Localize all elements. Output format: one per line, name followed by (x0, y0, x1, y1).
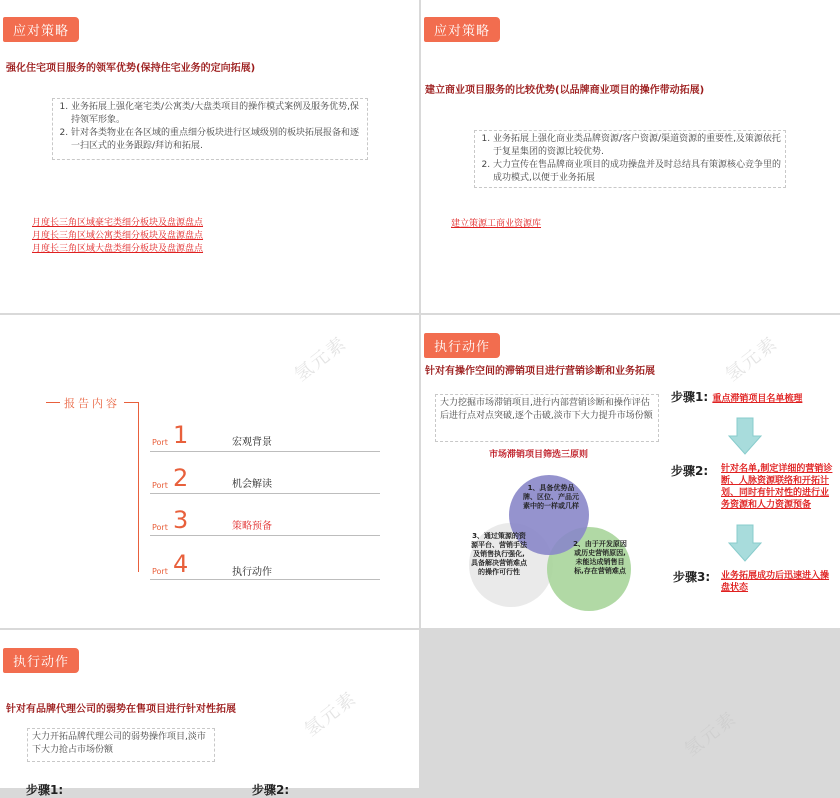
venn-text-1: 1、具备优势品牌、区位、产品元素中的一样或几样 (523, 484, 579, 510)
step-1-text[interactable]: 重点滞销项目名单梳理 (712, 394, 803, 404)
down-arrow-icon (729, 418, 761, 454)
slide-strategy-commercial (421, 0, 840, 313)
link-large-inventory[interactable]: 月度长三角区域大盘类细分板块及盘源盘点 (32, 244, 204, 254)
port-label: Port (152, 481, 168, 490)
slide-heading: 强化住宅项目服务的领军优势(保持住宅业务的定向拓展) (6, 63, 256, 74)
agenda-title: 报告内容 (64, 397, 120, 410)
slide-action-stagnant (421, 315, 840, 628)
agenda-divider (150, 535, 380, 536)
section-tag: 应对策略 (424, 17, 500, 42)
agenda-item-2[interactable]: 机会解读 (232, 479, 272, 490)
step-3-label: 步骤3: (673, 570, 711, 584)
port-number: 2 (173, 464, 189, 492)
agenda-item-4[interactable]: 执行动作 (232, 567, 272, 578)
slide-agenda (0, 315, 419, 628)
slide-heading: 针对有操作空间的滞销项目进行营销诊断和业务拓展 (425, 366, 655, 377)
intro-box: 大力开拓品牌代理公司的弱势操作项目,淡市下大力抢占市场份额 (27, 728, 215, 762)
port-number: 1 (173, 421, 189, 449)
agenda-rule-right (124, 402, 138, 403)
watermark: 氢元素 (300, 687, 362, 741)
section-tag: 执行动作 (424, 333, 500, 358)
link-apartment-inventory[interactable]: 月度长三角区域公寓类细分板块及盘源盘点 (32, 231, 204, 241)
agenda-divider (150, 451, 380, 452)
link-luxury-inventory[interactable]: 月度长三角区域豪宅类细分板块及盘源盘点 (32, 218, 204, 228)
port-label: Port (152, 523, 168, 532)
section-tag: 执行动作 (3, 648, 79, 673)
section-tag: 应对策略 (3, 17, 79, 42)
agenda-item-1[interactable]: 宏观背景 (232, 437, 272, 448)
venn-title: 市场滞销项目筛选三原则 (489, 450, 589, 460)
venn-text-3: 3、通过策源的资源平台、营销手法及销售执行强化,具备解决营销难点的操作可行性 (471, 532, 527, 576)
step-1-label: 步骤1: (26, 783, 64, 797)
slide-strategy-residential (0, 0, 419, 313)
point-item: 2. 大力宣传在售品牌商业项目的成功操盘并及时总结具有策源核心竞争里的成功模式,以便于业务拓展 (493, 159, 781, 185)
down-arrow-icon (729, 525, 761, 561)
agenda-divider (150, 579, 380, 580)
point-item: 1. 业务拓展上强化毫宅类/公寓类/大盘类项目的操作模式案例及服务优势,保持领军形象。 (71, 101, 363, 127)
watermark: 氢元素 (680, 707, 742, 761)
port-label: Port (152, 567, 168, 576)
points-box (52, 98, 368, 160)
agenda-vertical-line (138, 402, 139, 572)
step-1-label: 步骤1: (671, 390, 709, 404)
agenda-rule-left (46, 402, 60, 403)
point-item: 2. 针对各类物业在各区域的重点细分板块进行区域级别的板块拓展报备和逐一扫区式的业务跟踪/拜访和拓展. (71, 127, 363, 153)
slide-heading: 建立商业项目服务的比较优势(以品牌商业项目的操作带动拓展) (425, 85, 705, 96)
point-item: 1. 业务拓展上强化商业类品牌资源/客户资源/渠道资源的重要性,及策源依托于复星集团的资源比较优势. (493, 133, 781, 159)
intro-box: 大力挖掘市场滞销项目,进行内部营销诊断和操作评估后进行点对点突破,逐个击破,淡市下大力提升市场份额 (435, 394, 659, 442)
slide-heading: 针对有品牌代理公司的弱势在售项目进行针对性拓展 (6, 704, 236, 715)
step-1 (671, 388, 802, 405)
agenda-divider (150, 493, 380, 494)
link-resource-library[interactable]: 建立策源工商业资源库 (451, 219, 542, 229)
points-box (474, 130, 786, 188)
port-number: 4 (173, 550, 189, 578)
step-2-label: 步骤2: (671, 464, 709, 478)
port-number: 3 (173, 506, 189, 534)
port-label: Port (152, 438, 168, 447)
watermark: 氢元素 (721, 332, 783, 386)
venn-text-2: 2、由于开发原因或历史营销原因,未能达成销售目标,存在营销难点 (573, 540, 627, 575)
slide-action-brand-agency (0, 630, 419, 797)
watermark: 氢元素 (290, 332, 352, 386)
step-3-text[interactable]: 业务拓展成功后迅速进入操盘状态 (721, 571, 830, 593)
step-2-label: 步骤2: (252, 783, 290, 797)
agenda-item-3[interactable]: 策略预备 (232, 521, 272, 532)
step-2-text[interactable]: 针对名单,制定详细的营销诊断、人脉资源联络和开拓计划、同时有针对性的进行业务资源和人力资源预备 (721, 464, 833, 510)
